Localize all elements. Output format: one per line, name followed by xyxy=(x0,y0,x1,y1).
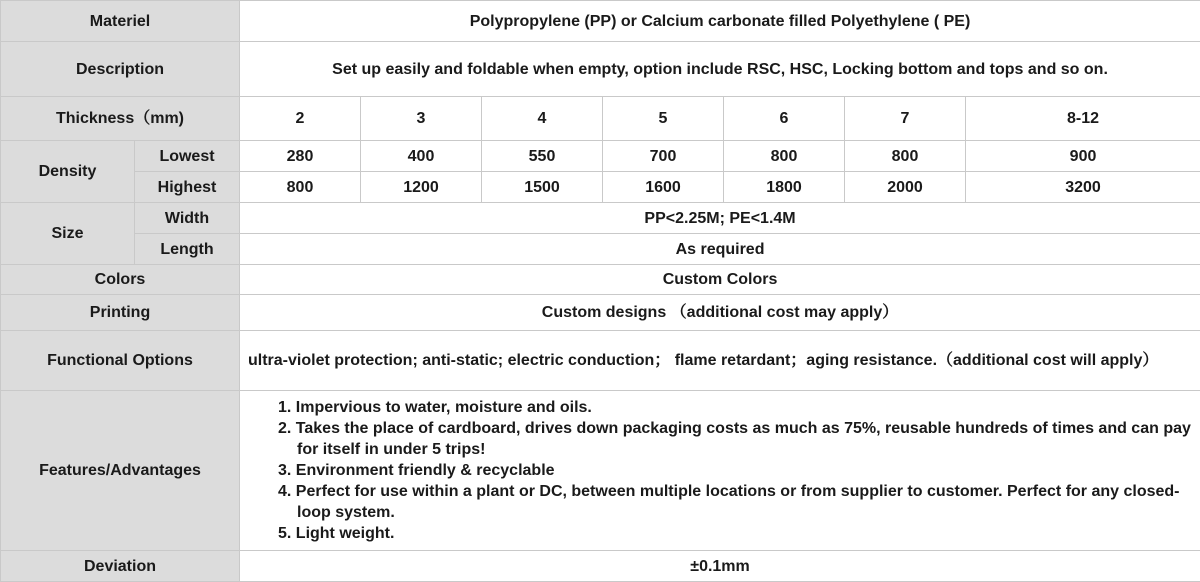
deviation-row xyxy=(1,551,1200,582)
description-value: Set up easily and foldable when empty, option include RSC, HSC, Locking bottom and tops and so on. xyxy=(240,42,1200,97)
size-length-label: Length xyxy=(135,234,240,265)
density-lowest-cell: 900 xyxy=(966,141,1200,172)
density-highest-cell: 3200 xyxy=(966,172,1200,203)
size-length-row xyxy=(1,234,1200,265)
description-row xyxy=(1,42,1200,97)
features-row xyxy=(1,391,1200,551)
size-length-value: As required xyxy=(240,234,1200,265)
density-highest-cell: 1200 xyxy=(361,172,482,203)
colors-label: Colors xyxy=(1,265,240,295)
size-width-row xyxy=(1,203,1200,234)
thickness-cell: 7 xyxy=(845,97,966,141)
density-highest-row xyxy=(1,172,1200,203)
feature-item: 1. Impervious to water, moisture and oils. xyxy=(278,397,1192,418)
materiel-label: Materiel xyxy=(1,1,240,42)
density-highest-cell: 1800 xyxy=(724,172,845,203)
functional-row xyxy=(1,331,1200,391)
thickness-label: Thickness（mm) xyxy=(1,97,240,141)
thickness-cell: 2 xyxy=(240,97,361,141)
thickness-cell: 5 xyxy=(603,97,724,141)
description-label: Description xyxy=(1,42,240,97)
density-highest-cell: 2000 xyxy=(845,172,966,203)
density-highest-label: Highest xyxy=(135,172,240,203)
materiel-row xyxy=(1,1,1200,42)
functional-label: Functional Options xyxy=(1,331,240,391)
features-value xyxy=(240,391,1200,551)
thickness-cell: 4 xyxy=(482,97,603,141)
feature-item: 5. Light weight. xyxy=(278,523,1192,544)
thickness-row xyxy=(1,97,1200,141)
colors-row xyxy=(1,265,1200,295)
density-lowest-cell: 550 xyxy=(482,141,603,172)
density-lowest-row xyxy=(1,141,1200,172)
density-lowest-cell: 280 xyxy=(240,141,361,172)
functional-value: ultra-violet protection; anti-static; electric conduction； flame retardant；aging resistance.（additional cost will apply） xyxy=(240,331,1200,391)
feature-item: 4. Perfect for use within a plant or DC, between multiple locations or from supplier to customer. Perfect for any closed-loop system. xyxy=(278,481,1192,523)
printing-row xyxy=(1,295,1200,331)
size-width-label: Width xyxy=(135,203,240,234)
features-label: Features/Advantages xyxy=(1,391,240,551)
colors-value: Custom Colors xyxy=(240,265,1200,295)
feature-item: 3. Environment friendly & recyclable xyxy=(278,460,1192,481)
density-highest-cell: 1600 xyxy=(603,172,724,203)
printing-value: Custom designs （additional cost may apply） xyxy=(240,295,1200,331)
density-lowest-cell: 700 xyxy=(603,141,724,172)
density-lowest-cell: 800 xyxy=(724,141,845,172)
deviation-label: Deviation xyxy=(1,551,240,582)
size-width-value: PP<2.25M; PE<1.4M xyxy=(240,203,1200,234)
feature-item: 2. Takes the place of cardboard, drives down packaging costs as much as 75%, reusable hundreds of times and can pay for itself in under 5 trips! xyxy=(278,418,1192,460)
density-highest-cell: 1500 xyxy=(482,172,603,203)
density-lowest-cell: 400 xyxy=(361,141,482,172)
density-label: Density xyxy=(1,141,135,203)
density-highest-cell: 800 xyxy=(240,172,361,203)
printing-label: Printing xyxy=(1,295,240,331)
size-label: Size xyxy=(1,203,135,265)
thickness-cell: 3 xyxy=(361,97,482,141)
materiel-value: Polypropylene (PP) or Calcium carbonate filled Polyethylene ( PE) xyxy=(240,1,1200,42)
density-lowest-label: Lowest xyxy=(135,141,240,172)
thickness-cell: 8-12 xyxy=(966,97,1200,141)
density-lowest-cell: 800 xyxy=(845,141,966,172)
deviation-value: ±0.1mm xyxy=(240,551,1200,582)
features-list xyxy=(278,397,1192,544)
thickness-cell: 6 xyxy=(724,97,845,141)
